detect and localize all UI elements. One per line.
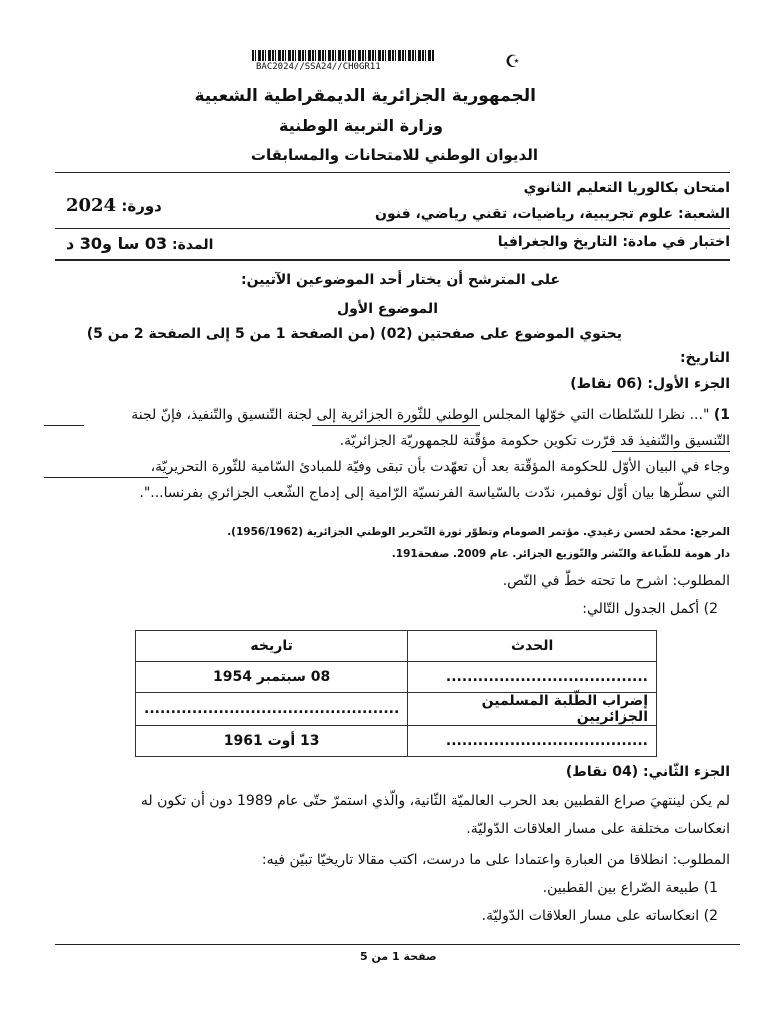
q1-line-1 [40,406,730,424]
exam-title: امتحان بكالوريا التعليم الثانوي [523,180,730,196]
table-header-row [136,631,657,662]
q1-line-4: التي سطّرها بيان أوّل نوفمبر، ندّدت بالسّياسة الفرنسيّة الرّامية إلى إدماج الشّعب الجزائري بفرنسا...". [139,485,730,501]
duration [66,234,213,253]
date-cell: 13 أوت 1961 [136,726,408,757]
star-crescent-icon: ☪ [505,52,521,72]
part2-line-1: لم يكن لينتهيَ صراع القطبين بعد الحرب العالميّة الثّانية، والّذي استمرّ حتّى عام 1989 دون أن تكون له [140,793,730,809]
underline-thawra [44,477,168,478]
duration-value: 03 سا و30 د [66,234,168,253]
ministry-title: وزارة التربية الوطنية [278,116,443,135]
event-cell: إضراب الطّلبة المسلمين الجزائريين [408,693,657,726]
duration-label: المدة: [172,237,214,253]
choose-instruction: على المترشح أن يختار أحد الموضوعين الآتيين: [240,272,560,288]
barcode-text: BAC2024//SSA24//CH0GR11 [256,62,381,72]
session-year: 2024 [66,195,117,216]
reference-line-1: المرجع: محمّد لحسن زغيدي. مؤتمر الصومام وتطوّر ثورة التّحرير الوطني الجزائرية (1956/1962). [227,526,730,538]
footer-divider [55,944,740,945]
part2-line-2: انعكاسات مختلفة على مسار العلاقات الدّوليّة. [466,821,730,837]
q1-line-2: التّنسيق والتّنفيذ قد قرّرت تكوين حكومة مؤقّتة للجمهوريّة الجزائريّة. [339,433,730,449]
q1-line-3: وجاء في البيان الأوّل للحكومة المؤقّتة بعد أن تعهّدت بأن تبقى وفيّة للمبادئ السّامية للثّورة التحريريّة، [150,459,730,475]
branch-value: علوم تجريبية، رياضيات، تقني رياضي، فنون [375,206,674,222]
table-row [136,693,657,726]
event-cell: ...................................... [408,662,657,693]
page-number: صفحة 1 من 5 [360,950,437,963]
reference-line-2: دار هومة للطّباعة والنّشر والتّوزيع الجزائر. عام 2009. صفحة191. [391,548,730,560]
pages-note: يحتوي الموضوع على صفحتين (02) (من الصفحة 1 من 5 إلى الصفحة 2 من 5) [86,326,622,342]
essay-item-1: 1) طبيعة الصّراع بين القطبين. [542,880,718,896]
part2-paragraph [30,792,730,838]
subject [498,234,730,250]
subject-value: التاريخ والجغرافيا [497,234,618,250]
branch-label: الشعبة: [677,206,730,222]
branch [375,206,730,222]
q1-text [40,406,730,502]
info-divider-bottom [55,259,730,261]
essay-item-2: 2) انعكاساته على مسار العلاقات الدّوليّة. [481,908,718,924]
table-row [136,662,657,693]
event-cell: ...................................... [408,726,657,757]
underline-majlis [312,425,480,426]
col-event-header: الحدث [408,631,657,662]
info-divider-top [55,228,730,229]
part2-heading: الجزء الثّاني: (04 نقاط) [565,764,730,780]
underline-lajna-1 [44,425,84,426]
topic-title: الموضوع الأول [336,301,438,317]
date-cell: ................................................ [136,693,408,726]
col-date-header: تاريخه [136,631,408,662]
q1-number: 1) [713,407,730,423]
question-2: 2) أكمل الجدول التّالي: [582,601,718,617]
office-title: الديوان الوطني للامتحانات والمسابقات [250,146,538,164]
history-heading: التاريخ: [679,350,730,366]
republic-title: الجمهورية الجزائرية الديمقراطية الشعبية [194,86,536,106]
events-table [135,630,657,757]
underline-lajna-2 [612,451,730,452]
q1-line-1-text: "... نظرا للسّلطات التي خوّلها المجلس الوطني للثّورة الجزائرية إلى لجنة التّنسيق والتّنفيذ، فإنّ لجنة [131,407,710,423]
part1-heading: الجزء الأول: (06 نقاط) [570,376,730,392]
date-cell: 08 سبتمبر 1954 [136,662,408,693]
session-label: دورة: [121,197,162,215]
header-divider [55,172,730,173]
requirement-2: المطلوب: انطلاقا من العبارة واعتمادا على ما درست، اكتب مقالا تاريخيّا تبيّن فيه: [261,852,730,868]
subject-label: اختبار في مادة: [622,234,730,250]
table-row [136,726,657,757]
barcode [252,50,434,61]
requirement-1: المطلوب: اشرح ما تحته خطّ في النّص. [502,573,730,589]
session [66,195,162,216]
